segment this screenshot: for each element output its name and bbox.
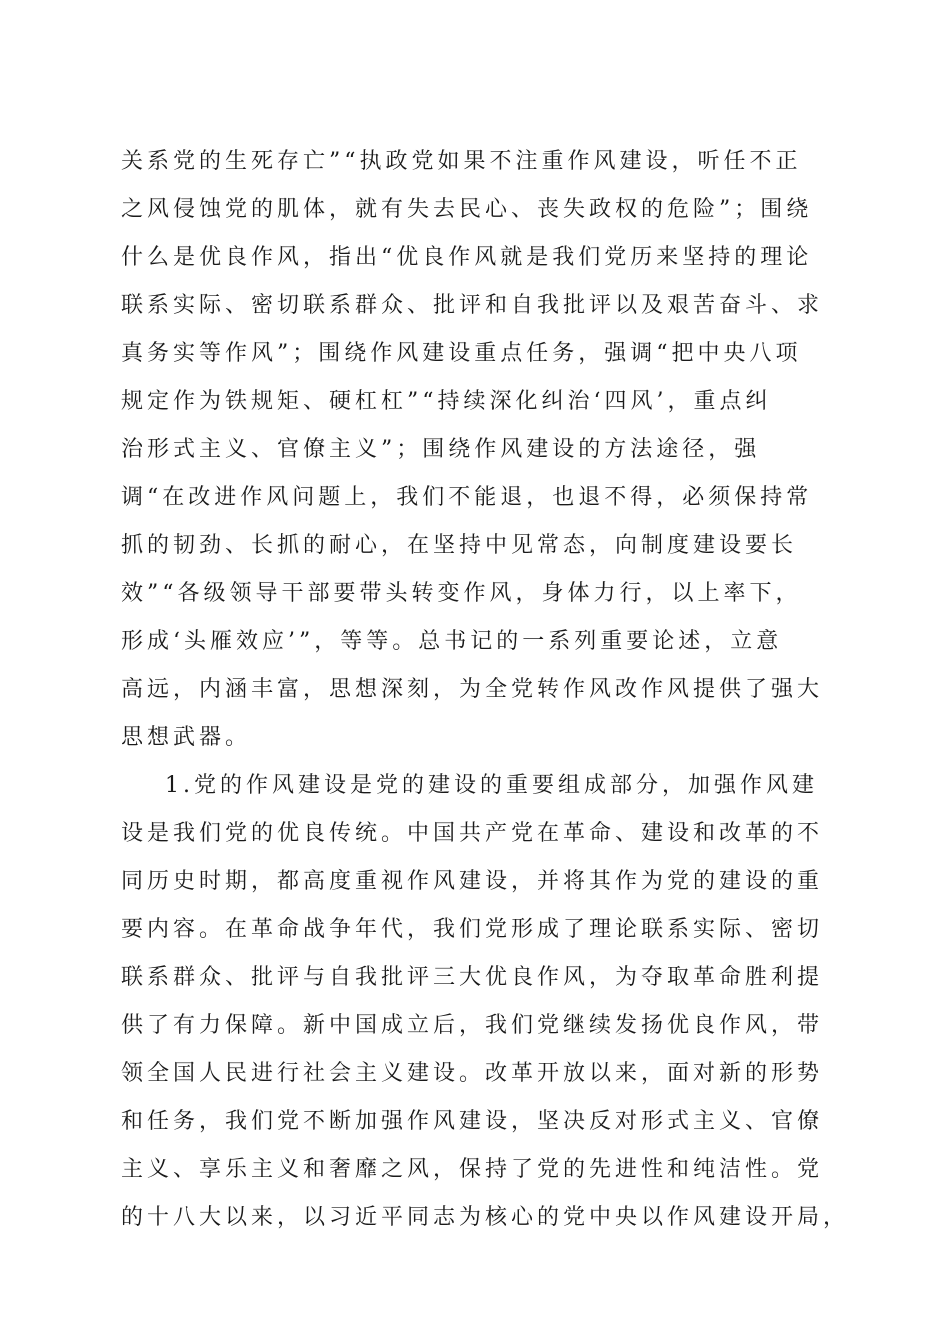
paragraph-1 [121, 138, 833, 762]
text-line: 和任务，我们党不断加强作风建设，坚决反对形式主义、官僚 [121, 1109, 824, 1134]
body-text [121, 138, 850, 1242]
text-line: 之风侵蚀党的肌体，就有失去民心、丧失政权的危险”；围绕 [121, 197, 813, 222]
text-line: 什么是优良作风，指出“优良作风就是我们党历来坚持的理论 [121, 245, 813, 270]
text-line: 规定作为铁规矩、硬杠杠”“持续深化纠治‘四风’，重点纠 [121, 389, 772, 414]
text-line: 1.党的作风建设是党的建设的重要组成部分，加强作风建 [165, 773, 818, 798]
text-line: 形成‘头雁效应’”，等等。总书记的一系列重要论述，立意 [121, 629, 783, 654]
text-line: 供了有力保障。新中国成立后，我们党继续发扬优良作风，带 [121, 1013, 824, 1038]
text-line: 同历史时期，都高度重视作风建设，并将其作为党的建设的重 [121, 869, 824, 894]
text-line: 领全国人民进行社会主义建设。改革开放以来，面对新的形势 [121, 1061, 824, 1086]
text-line: 关系党的生死存亡”“执政党如果不注重作风建设，听任不正 [121, 149, 802, 174]
text-line: 设是我们党的优良传统。中国共产党在革命、建设和改革的不 [121, 821, 824, 846]
text-line: 调“在改进作风问题上，我们不能退，也退不得，必须保持常 [121, 485, 813, 510]
text-line: 联系实际、密切联系群众、批评和自我批评以及艰苦奋斗、求 [121, 293, 824, 318]
paragraph-2 [121, 762, 850, 1242]
text-line: 效”“各级领导干部要带头转变作风，身体力行，以上率下， [121, 581, 802, 606]
text-line: 高远，内涵丰富，思想深刻，为全党转作风改作风提供了强大 [121, 677, 824, 702]
text-line: 主义、享乐主义和奢靡之风，保持了党的先进性和纯洁性。党 [121, 1157, 824, 1182]
text-line: 抓的韧劲、长抓的耐心，在坚持中见常态，向制度建设要长 [121, 533, 798, 558]
text-line: 要内容。在革命战争年代，我们党形成了理论联系实际、密切 [121, 917, 824, 942]
text-line: 真务实等作风”；围绕作风建设重点任务，强调“把中央八项 [121, 341, 802, 366]
text-line: 联系群众、批评与自我批评三大优良作风，为夺取革命胜利提 [121, 965, 824, 990]
text-line: 的十八大以来，以习近平同志为核心的党中央以作风建设开局， [121, 1205, 850, 1230]
text-line: 思想武器。 [121, 725, 252, 750]
text-line: 治形式主义、官僚主义”；围绕作风建设的方法途径，强 [121, 437, 761, 462]
